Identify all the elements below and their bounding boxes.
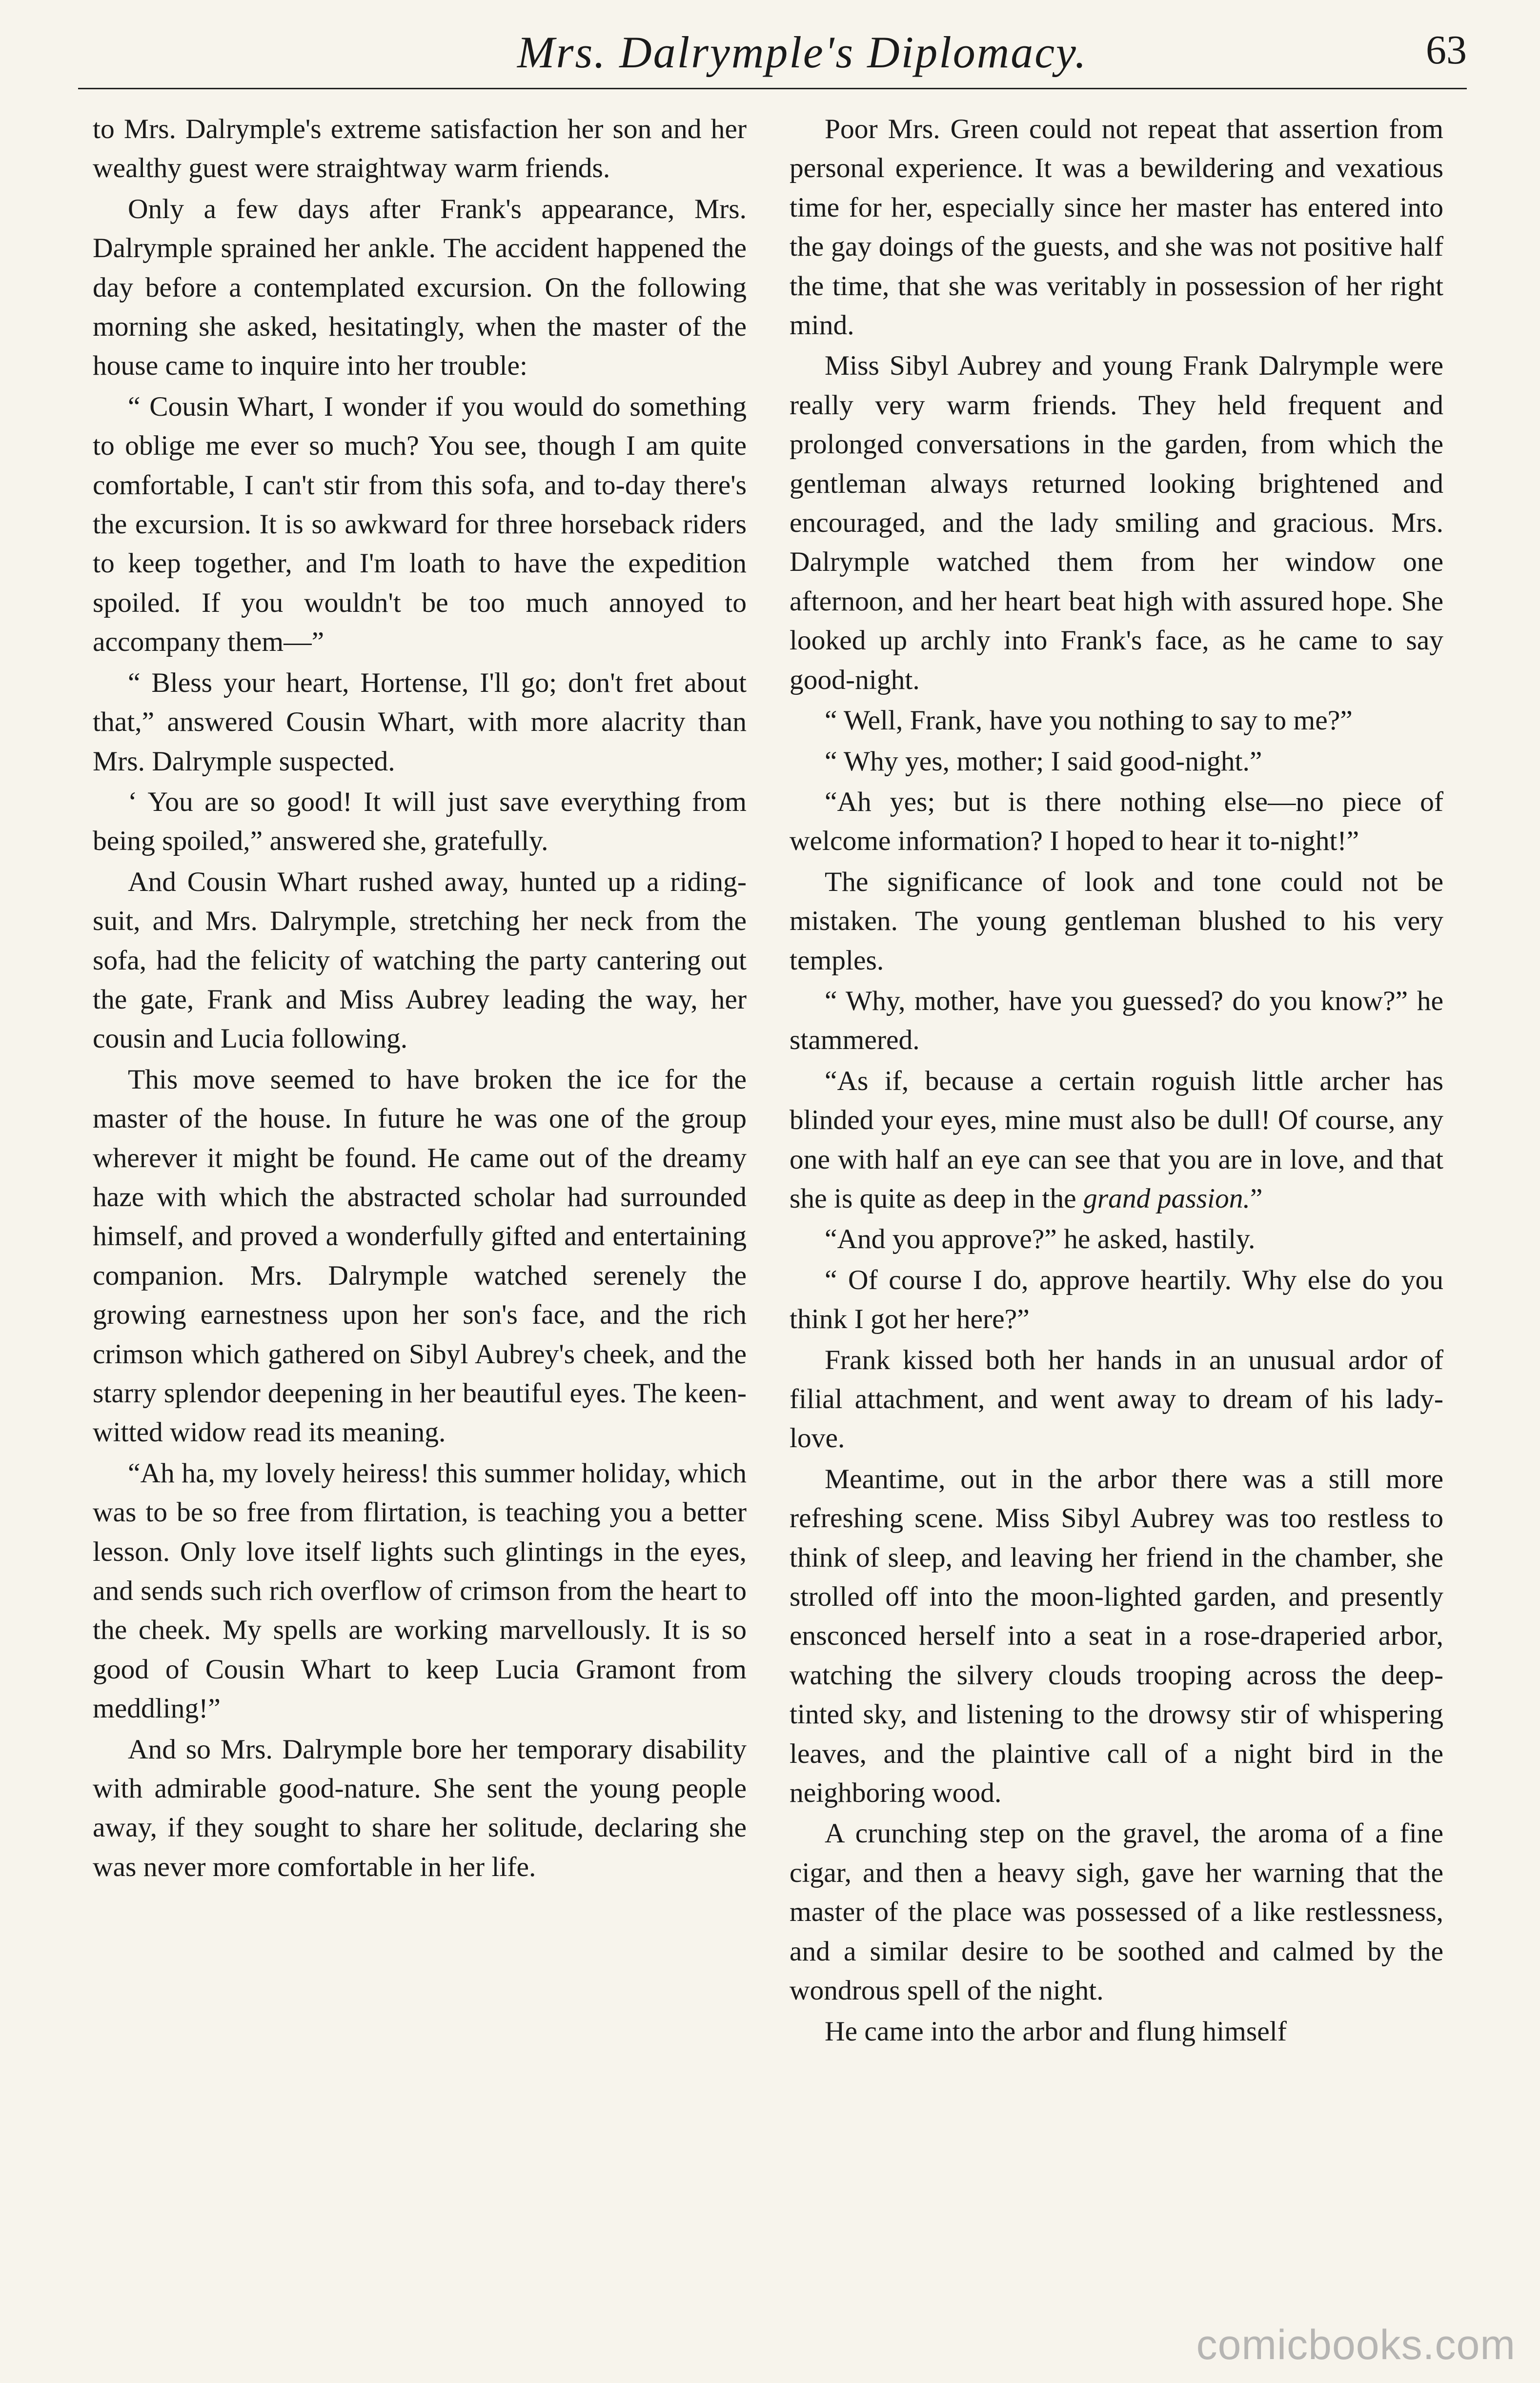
paragraph: The significance of look and tone could not be mistaken. The young gentleman blushed to his very temples. [790, 866, 1443, 976]
paragraph: He came into the arbor and flung himself [825, 2016, 1287, 2047]
paragraph: Only a few days after Frank's appearance, Mrs. Dalrymple sprained her ankle. The accident happened the day before a contemplated excursion. On the following morning she asked, hesitatingly, when the master of the house came to inquire into her trouble: [93, 193, 747, 382]
paragraph: “ Cousin Whart, I wonder if you would do something to oblige me ever so much? You see, though I am quite comfortable, I can't stir from this sofa, and to-day there's the excursion. It is so awkward for three horseback riders to keep together, and I'm loath to have the expedition spoiled. If you wouldn't be too much annoyed to accompany them—” [93, 391, 747, 658]
paragraph: Frank kissed both her hands in an unusual ardor of filial attachment, and went away to dream of his lady-love. [790, 1344, 1443, 1454]
running-title: Mrs. Dalrymple's Diplomacy. [517, 27, 1088, 77]
paragraph: And Cousin Whart rushed away, hunted up a riding-suit, and Mrs. Dalrymple, stretching her neck from the sofa, had the felicity of watching the party cantering out the gate, Frank and Miss Aubrey leading the way, her cousin and Lucia following. [93, 866, 747, 1054]
paragraph: Poor Mrs. Green could not repeat that assertion from personal experience. It was a bewildering and vexatious time for her, especially since her master has entered into the gay doings of the guests, and she was not positive half the time, that she was veritably in possession of her right mind. [790, 114, 1443, 341]
paragraph: “ Why, mother, have you guessed? do you know?” he stammered. [790, 985, 1443, 1056]
paragraph: And so Mrs. Dalrymple bore her temporary disability with admirable good-nature. She sent the young people away, if they sought to share her solitude, declaring she was never more comfortable in her life. [93, 1734, 747, 1882]
paragraph-text: ” [1250, 1183, 1263, 1214]
paragraph: ‘ You are so good! It will just save everything from being spoiled,” answered she, gratefully. [93, 786, 747, 857]
paragraph: Meantime, out in the arbor there was a still more refreshing scene. Miss Sibyl Aubrey was too restless to think of sleep, and leaving her friend in the chamber, she strolled off into the moon-lighted garden, and presently ensconced herself into a seat in a rose-draperied arbor, watching the silvery clouds trooping across the deep-tinted sky, and listening to the drowsy stir of whispering leaves, and the plaintive call of a night bird in the neighboring wood. [790, 1463, 1443, 1809]
paragraph-text: “As if, because a certain roguish little archer has blinded your eyes, mine must also be dull! Of course, any one with half an eye can see that you are in love, and that she is quite as deep in the [790, 1065, 1443, 1214]
paragraph: “ Of course I do, approve heartily. Why else do you think I got her here?” [790, 1264, 1443, 1335]
paragraph [790, 1062, 1443, 1219]
paragraph: to Mrs. Dalrymple's extreme satisfaction her son and her wealthy guest were straightway warm friends. [93, 114, 747, 184]
paragraph: “ Well, Frank, have you nothing to say to me?” [825, 705, 1353, 736]
paragraph: Miss Sibyl Aubrey and young Frank Dalrymple were really very warm friends. They held frequent and prolonged conversations in the garden, from which the gentleman always returned looking brightened and encouraged, and the lady smiling and gracious. Mrs. Dalrymple watched them from her window one afternoon, and her heart beat high with assured hope. She looked up archly into Frank's face, as he came to say good-night. [790, 350, 1443, 695]
watermark: comicbooks.com [1196, 2322, 1516, 2368]
paragraph: This move seemed to have broken the ice for the master of the house. In future he was one of the group wherever it might be found. He came out of the dreamy haze with which the abstracted scholar had surrounded himself, and proved a wonderfully gifted and entertaining companion. Mrs. Dalrymple watched serenely the growing earnestness upon her son's face, and the rich crimson which gathered on Sibyl Aubrey's cheek, and the starry splendor deepening in her beautiful eyes. The keen-witted widow read its meaning. [93, 1064, 747, 1448]
page-number: 63 [1426, 27, 1467, 73]
paragraph: “And you approve?” he asked, hastily. [825, 1224, 1256, 1255]
paragraph: “Ah yes; but is there nothing else—no piece of welcome information? I hoped to hear it to-night!” [790, 786, 1443, 857]
paragraph: “ Why yes, mother; I said good-night.” [825, 746, 1262, 777]
paragraph: “Ah ha, my lovely heiress! this summer holiday, which was to be so free from flirtation, is teaching you a better lesson. Only love itself lights such glintings in the eyes, and sends such rich overflow of crimson from the heart to the cheek. My spells are working marvellously. It is so good of Cousin Whart to keep Lucia Gramont from meddling!” [93, 1457, 747, 1724]
italic-phrase: grand passion. [1083, 1183, 1250, 1214]
left-column [93, 110, 747, 1888]
right-column [790, 110, 1443, 2053]
paragraph: “ Bless your heart, Hortense, I'll go; don't fret about that,” answered Cousin Whart, with more alacrity than Mrs. Dalrymple suspected. [93, 667, 747, 777]
running-header [78, 24, 1467, 89]
paragraph: A crunching step on the gravel, the aroma of a fine cigar, and then a heavy sigh, gave her warning that the master of the place was possessed of a like restlessness, and a similar desire to be soothed and calmed by the wondrous spell of the night. [790, 1818, 1443, 2006]
